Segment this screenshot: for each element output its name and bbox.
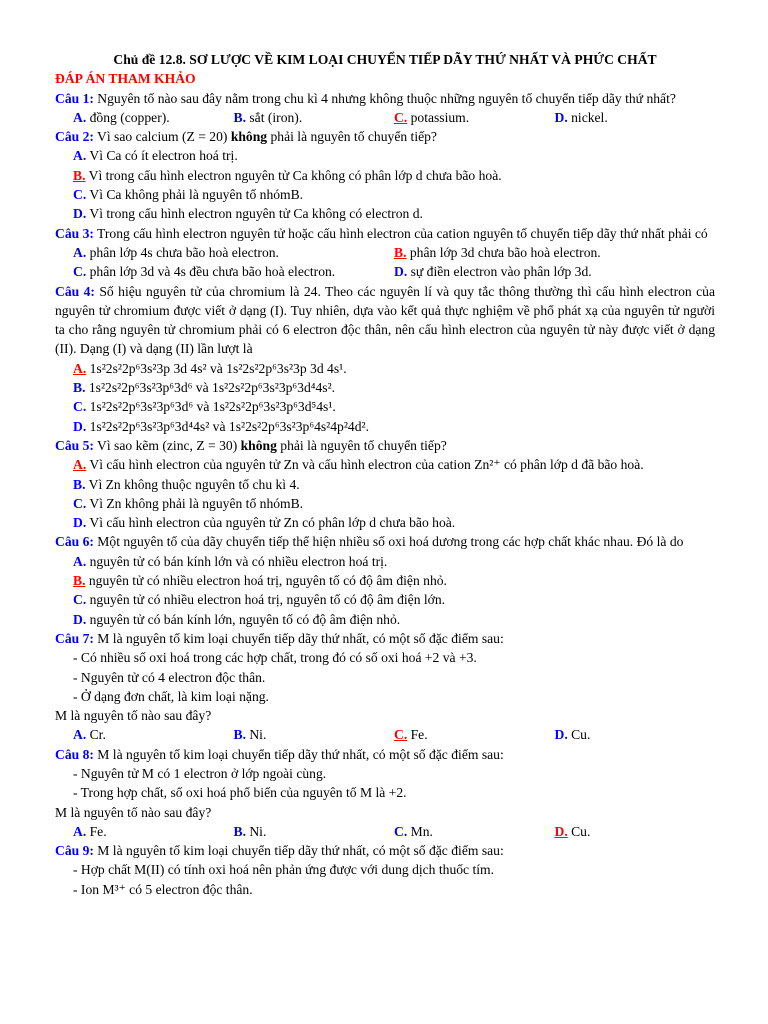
question-label: Câu 7: [55, 630, 94, 646]
option-text: Vì Zn không phải là nguyên tố nhómB. [86, 495, 304, 511]
option-a[interactable] [73, 822, 234, 841]
option-c[interactable] [55, 494, 715, 513]
question-label: Câu 6: [55, 534, 94, 550]
option-d[interactable] [555, 822, 716, 841]
option-c[interactable] [394, 725, 555, 744]
option-letter: D. [73, 515, 87, 531]
document-title: Chủ đề 12.8. SƠ LƯỢC VỀ KIM LOẠI CHUYỂN TIẾP DÃY THỨ NHẤT VÀ PHỨC CHẤT [113, 52, 657, 67]
options-row [55, 822, 715, 841]
option-letter: D. [554, 727, 568, 743]
option-letter: C. [394, 823, 408, 839]
option-letter: A. [73, 553, 87, 569]
option-letter: A. [73, 823, 87, 839]
option-letter-correct: C. [394, 109, 408, 125]
answer-key-heading: ĐÁP ÁN THAM KHẢO [55, 71, 196, 87]
electron-config: 1s²2s²2p⁶3s²3p⁶3d⁵4s¹. [212, 399, 336, 415]
question-text: Nguyên tố nào sau đây nằm trong chu kì 4 nhưng không thuộc những nguyên tố chuyển tiếp dãy thứ nhất? [93, 90, 676, 106]
option-d[interactable] [55, 417, 715, 436]
option-letter: A. [73, 244, 87, 260]
question-9 [55, 841, 715, 860]
option-text: nickel. [567, 109, 608, 125]
option-d[interactable] [55, 513, 715, 532]
option-separator: và [206, 360, 227, 376]
question-4 [55, 282, 715, 359]
options-row [55, 262, 715, 281]
question-2 [55, 127, 715, 146]
option-letter: D. [73, 206, 87, 222]
question-text: Số hiệu nguyên tử của chromium là 24. Theo các nguyên lí và quy tắc thông thường thì cấu hình electron của nguyên tử chromium được viết ở dạng (I). Tuy nhiên, dựa vào kết quả thực nghiệm về phổ phát xạ của nguyên tử người ta cho rằng nguyên tử chromium phải có 6 electron độc thân, nên cấu hình electron của nguyên tử này được viết ở dạng (II). Dạng (I) và dạng (II) lần lượt là [55, 283, 715, 357]
option-a[interactable] [73, 725, 234, 744]
option-text: sự điền electron vào phân lớp 3d. [407, 264, 592, 280]
option-letter: B. [73, 476, 86, 492]
electron-config: 1s²2s²2p⁶3s²3p⁶3d⁶ [89, 399, 194, 415]
option-text: Fe. [407, 727, 428, 743]
option-d[interactable] [555, 725, 716, 744]
option-d[interactable] [394, 262, 715, 281]
option-c[interactable] [73, 262, 394, 281]
question-keyword: không [230, 129, 268, 145]
question-text: M là nguyên tố kim loại chuyển tiếp dãy thứ nhất, có một số đặc điểm sau: [93, 630, 504, 646]
question-text: Một nguyên tố của dãy chuyển tiếp thể hiện nhiều số oxi hoá dương trong các hợp chất khác nhau. Đó là do [93, 534, 684, 550]
electron-config: 1s²2s²2p⁶3s²3p⁶3d⁴4s² [89, 418, 210, 434]
option-letter: C. [73, 495, 87, 511]
option-text: Vì Ca không phải là nguyên tố nhómB. [86, 187, 304, 203]
option-text: nguyên tử có bán kính lớn, nguyên tố có độ âm điện nhỏ. [86, 611, 401, 627]
option-letter: B. [233, 109, 246, 125]
option-d[interactable] [55, 610, 715, 629]
question-text: phải là nguyên tố chuyển tiếp? [267, 129, 437, 145]
option-text: nguyên tử có nhiều electron hoá trị, nguyên tố có độ âm điện nhỏ. [85, 573, 447, 589]
question-label: Câu 4: [55, 283, 95, 299]
question-7 [55, 629, 715, 648]
option-text: Fe. [86, 823, 107, 839]
electron-config: 1s²2s²2p⁶3s²3p⁶4s²4p²4d². [228, 418, 369, 434]
option-text: phân lớp 3d chưa bão hoà electron. [406, 244, 601, 260]
option-a[interactable] [73, 243, 394, 262]
question-keyword: không [240, 437, 277, 453]
option-text: phân lớp 4s chưa bão hoà electron. [86, 244, 279, 260]
option-letter: D. [394, 264, 408, 280]
option-b[interactable] [55, 571, 715, 590]
option-b[interactable] [234, 108, 395, 127]
option-text: nguyên tử có bán kính lớn và có nhiều electron hoá trị. [86, 553, 388, 569]
option-text: Cu. [567, 823, 591, 839]
question-3 [55, 224, 715, 243]
option-c[interactable] [394, 108, 555, 127]
option-letter-correct: B. [73, 573, 86, 589]
option-text: potassium. [407, 109, 470, 125]
option-a[interactable] [55, 552, 715, 571]
electron-config: 1s²2s²2p⁶3s²3p⁶3d⁶ [88, 380, 193, 396]
option-text: Vì cấu hình electron của nguyên tử Zn và cấu hình electron của cation Zn²⁺ có phân lớp d đã bão hoà. [86, 457, 644, 473]
option-letter: D. [554, 109, 568, 125]
options-row [55, 108, 715, 127]
option-letter: D. [73, 418, 87, 434]
condition-item: - Trong hợp chất, số oxi hoá phổ biến của nguyên tố M là +2. [73, 785, 407, 801]
option-c[interactable] [55, 397, 715, 416]
option-text: Cu. [567, 727, 591, 743]
option-text: Vì trong cấu hình electron nguyên tử Ca không có phân lớp d chưa bão hoà. [85, 167, 502, 183]
option-separator: và [192, 380, 213, 396]
option-letter-correct: A. [73, 360, 87, 376]
option-b[interactable] [55, 166, 715, 185]
option-b[interactable] [234, 725, 395, 744]
option-letter: C. [73, 187, 87, 203]
option-separator: và [209, 418, 229, 434]
question-text: M là nguyên tố kim loại chuyển tiếp dãy thứ nhất, có một số đặc điểm sau: [93, 843, 504, 859]
option-letter: A. [73, 727, 87, 743]
option-a[interactable] [55, 359, 715, 378]
question-label: Câu 5: [55, 437, 94, 453]
electron-config: 1s²2s²2p⁶3s²3p 3d 4s² [89, 360, 207, 376]
question-text: M là nguyên tố kim loại chuyển tiếp dãy thứ nhất, có một số đặc điểm sau: [93, 746, 504, 762]
option-text: Cr. [86, 727, 106, 743]
question-prompt: M là nguyên tố nào sau đây? [55, 804, 212, 820]
option-letter-correct: B. [73, 167, 86, 183]
option-b[interactable] [394, 243, 715, 262]
option-letter-correct: A. [73, 457, 87, 473]
option-text: Mn. [407, 823, 433, 839]
option-c[interactable] [55, 185, 715, 204]
condition-item: - Ion M³⁺ có 5 electron độc thân. [73, 881, 253, 897]
condition-item: - Nguyên tử M có 1 electron ở lớp ngoài cùng. [73, 765, 327, 781]
option-a[interactable] [73, 108, 234, 127]
option-separator: và [193, 399, 213, 415]
option-letter: C. [73, 399, 87, 415]
question-6 [55, 532, 715, 551]
question-1 [55, 89, 715, 108]
condition-item: - Có nhiều số oxi hoá trong các hợp chất, trong đó có số oxi hoá +2 và +3. [73, 650, 477, 666]
condition-item: - Ở dạng đơn chất, là kim loại nặng. [73, 688, 269, 704]
condition-item: - Nguyên tử có 4 electron độc thân. [73, 669, 266, 685]
question-prompt: M là nguyên tố nào sau đây? [55, 708, 212, 724]
question-label: Câu 1: [55, 90, 94, 106]
option-b[interactable] [234, 822, 395, 841]
question-text: phải là nguyên tố chuyển tiếp? [276, 437, 447, 453]
options-row [55, 725, 715, 744]
option-c[interactable] [55, 590, 715, 609]
option-d[interactable] [555, 108, 716, 127]
question-5 [55, 436, 715, 455]
question-8 [55, 745, 715, 764]
option-letter: D. [73, 611, 87, 627]
option-a[interactable] [55, 146, 715, 165]
question-label: Câu 2: [55, 129, 94, 145]
option-letter: C. [73, 592, 87, 608]
option-c[interactable] [394, 822, 555, 841]
question-text: Vì sao calcium (Z = 20) [93, 129, 231, 145]
option-letter: B. [73, 380, 86, 396]
option-text: sắt (iron). [245, 109, 303, 125]
option-text: Ni. [245, 823, 267, 839]
option-letter: B. [233, 823, 246, 839]
option-b[interactable] [55, 475, 715, 494]
question-label: Câu 8: [55, 746, 94, 762]
option-text: đồng (copper). [86, 109, 170, 125]
option-b[interactable] [55, 378, 715, 397]
question-label: Câu 9: [55, 843, 94, 859]
option-text: Vì Zn không thuộc nguyên tố chu kì 4. [85, 476, 300, 492]
option-text: Vì Ca có ít electron hoá trị. [86, 148, 238, 164]
option-text: nguyên tử có nhiều electron hoá trị, nguyên tố có độ âm điện lớn. [86, 592, 446, 608]
option-letter-correct: D. [554, 823, 568, 839]
option-letter: A. [73, 109, 87, 125]
condition-item: - Hợp chất M(II) có tính oxi hoá nên phản ứng được với dung dịch thuốc tím. [73, 862, 494, 878]
option-text: Ni. [245, 727, 267, 743]
option-text: phân lớp 3d và 4s đều chưa bão hoà electron. [86, 264, 336, 280]
electron-config: 1s²2s²2p⁶3s²3p⁶3d⁴4s². [212, 380, 336, 396]
option-d[interactable] [55, 204, 715, 223]
electron-config: 1s²2s²2p⁶3s²3p 3d 4s¹. [226, 360, 347, 376]
option-text: Vì trong cấu hình electron nguyên tử Ca không có electron d. [86, 206, 423, 222]
option-letter: B. [233, 727, 246, 743]
option-letter: A. [73, 148, 87, 164]
question-label: Câu 3: [55, 225, 94, 241]
option-letter-correct: B. [394, 244, 407, 260]
document-page [55, 50, 715, 899]
question-text: Vì sao kẽm (zinc, Z = 30) [93, 437, 241, 453]
options-row [55, 243, 715, 262]
option-letter: C. [73, 264, 87, 280]
option-letter-correct: C. [394, 727, 408, 743]
option-a[interactable] [55, 455, 715, 474]
option-text: Vì cấu hình electron của nguyên tử Zn có phân lớp d chưa bão hoà. [86, 515, 456, 531]
question-text: Trong cấu hình electron nguyên tử hoặc cấu hình electron của cation nguyên tố chuyển tiếp dãy thứ nhất phải có [93, 225, 708, 241]
